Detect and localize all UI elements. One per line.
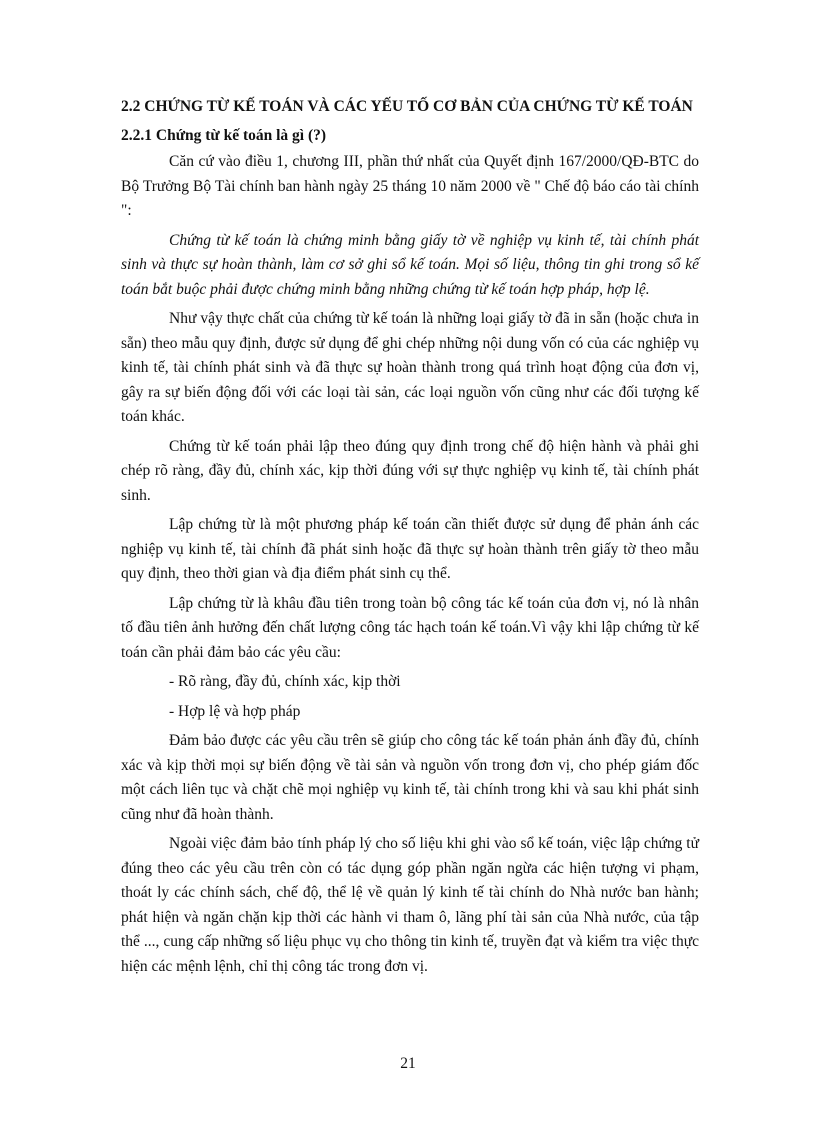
section-heading: 2.2 CHỨNG TỪ KẾ TOÁN VÀ CÁC YẾU TỐ CƠ BẢN CỦA CHỨNG TỪ KẾ TOÁN bbox=[121, 98, 693, 115]
paragraph-legality: Ngoài việc đảm bảo tính pháp lý cho số liệu khi ghi vào sổ kế toán, việc lập chứng tử đúng theo các yêu cầu trên còn có tác dụng góp phần ngăn ngừa các hiện tượng vi phạm, thoát ly các chính sách, chế độ, thể lệ về quản lý kinh tế tài chính do Nhà nước ban hành; phát hiện và ngăn chặn kịp thời các hành vi tham ô, lãng phí tài sản của Nhà nước, của tập thể ..., cung cấp những số liệu phục vụ cho thông tin kinh tế, truyền đạt và kiểm tra việc thực hiện các mệnh lệnh, chỉ thị công tác trong đơn vị. bbox=[121, 835, 699, 975]
paragraph-definition-quote: Chứng từ kế toán là chứng minh bằng giấy tờ về nghiệp vụ kinh tế, tài chính phát sinh và thực sự hoàn thành, làm cơ sở ghi sổ kế toán. Mọi số liệu, thông tin ghi trong sổ kế toán bắt buộc phải được chứng minh bằng những chứng từ kế toán hợp pháp, hợp lệ. bbox=[121, 231, 699, 298]
bullet-item-legal: - Hợp lệ và hợp pháp bbox=[169, 702, 301, 720]
paragraph-intro: Căn cứ vào điều 1, chương III, phần thứ nhất của Quyết định 167/2000/QĐ-BTC do Bộ Trưởng Bộ Tài chính ban hành ngày 25 tháng 10 năm 2000 về " Chế độ báo cáo tài chính ": bbox=[121, 153, 699, 219]
paragraph-benefits: Đảm bảo được các yêu cầu trên sẽ giúp cho công tác kế toán phản ánh đầy đủ, chính xác và kịp thời mọi sự biến động về tài sản và nguồn vốn trong đơn vị, cho phép giám đốc một cách liên tục và chặt chẽ mọi nghiệp vụ kinh tế, tài chính trong khi và sau khi phát sinh cũng như đã hoàn thành. bbox=[121, 732, 699, 823]
bullet-item-clear: - Rõ ràng, đầy đủ, chính xác, kịp thời bbox=[169, 673, 401, 690]
paragraph-first-step: Lập chứng từ là khâu đầu tiên trong toàn bộ công tác kế toán của đơn vị, nó là nhân tố đầu tiên ảnh hưởng đến chất lượng công tác hạch toán kế toán.Vì vậy khi lập chứng từ kế toán cần phải đảm bảo các yêu cầu: bbox=[121, 594, 699, 661]
page-number: 21 bbox=[400, 1055, 416, 1072]
paragraph-method: Lập chứng từ là một phương pháp kế toán cần thiết được sử dụng để phản ánh các nghiệp vụ kinh tế, tài chính đã phát sinh hoặc đã thực sự hoàn thành trên giấy tờ theo mẫu quy định, theo thời gian và địa điểm phát sinh cụ thể. bbox=[121, 516, 699, 582]
paragraph-requirements: Chứng từ kế toán phải lập theo đúng quy định trong chế độ hiện hành và phải ghi chép rõ ràng, đầy đủ, chính xác, kịp thời đúng với sự thực nghiệp vụ kinh tế, tài chính phát sinh. bbox=[121, 437, 699, 504]
document-page bbox=[121, 94, 699, 979]
paragraph-nature: Như vậy thực chất của chứng từ kế toán là những loại giấy tờ đã in sẵn (hoặc chưa in sẵn) theo mẫu quy định, được sử dụng để ghi chép những nội dung vốn có của các nghiệp vụ kinh tế, tài chính phát sinh và đã thực sự hoàn thành trong quá trình hoạt động của đơn vị, gây ra sự biến động đối với các loại tài sản, các loại nguồn vốn cũng như các đối tượng kế toán khác. bbox=[121, 310, 699, 425]
subsection-heading: 2.2.1 Chứng từ kế toán là gì (?) bbox=[121, 127, 327, 144]
